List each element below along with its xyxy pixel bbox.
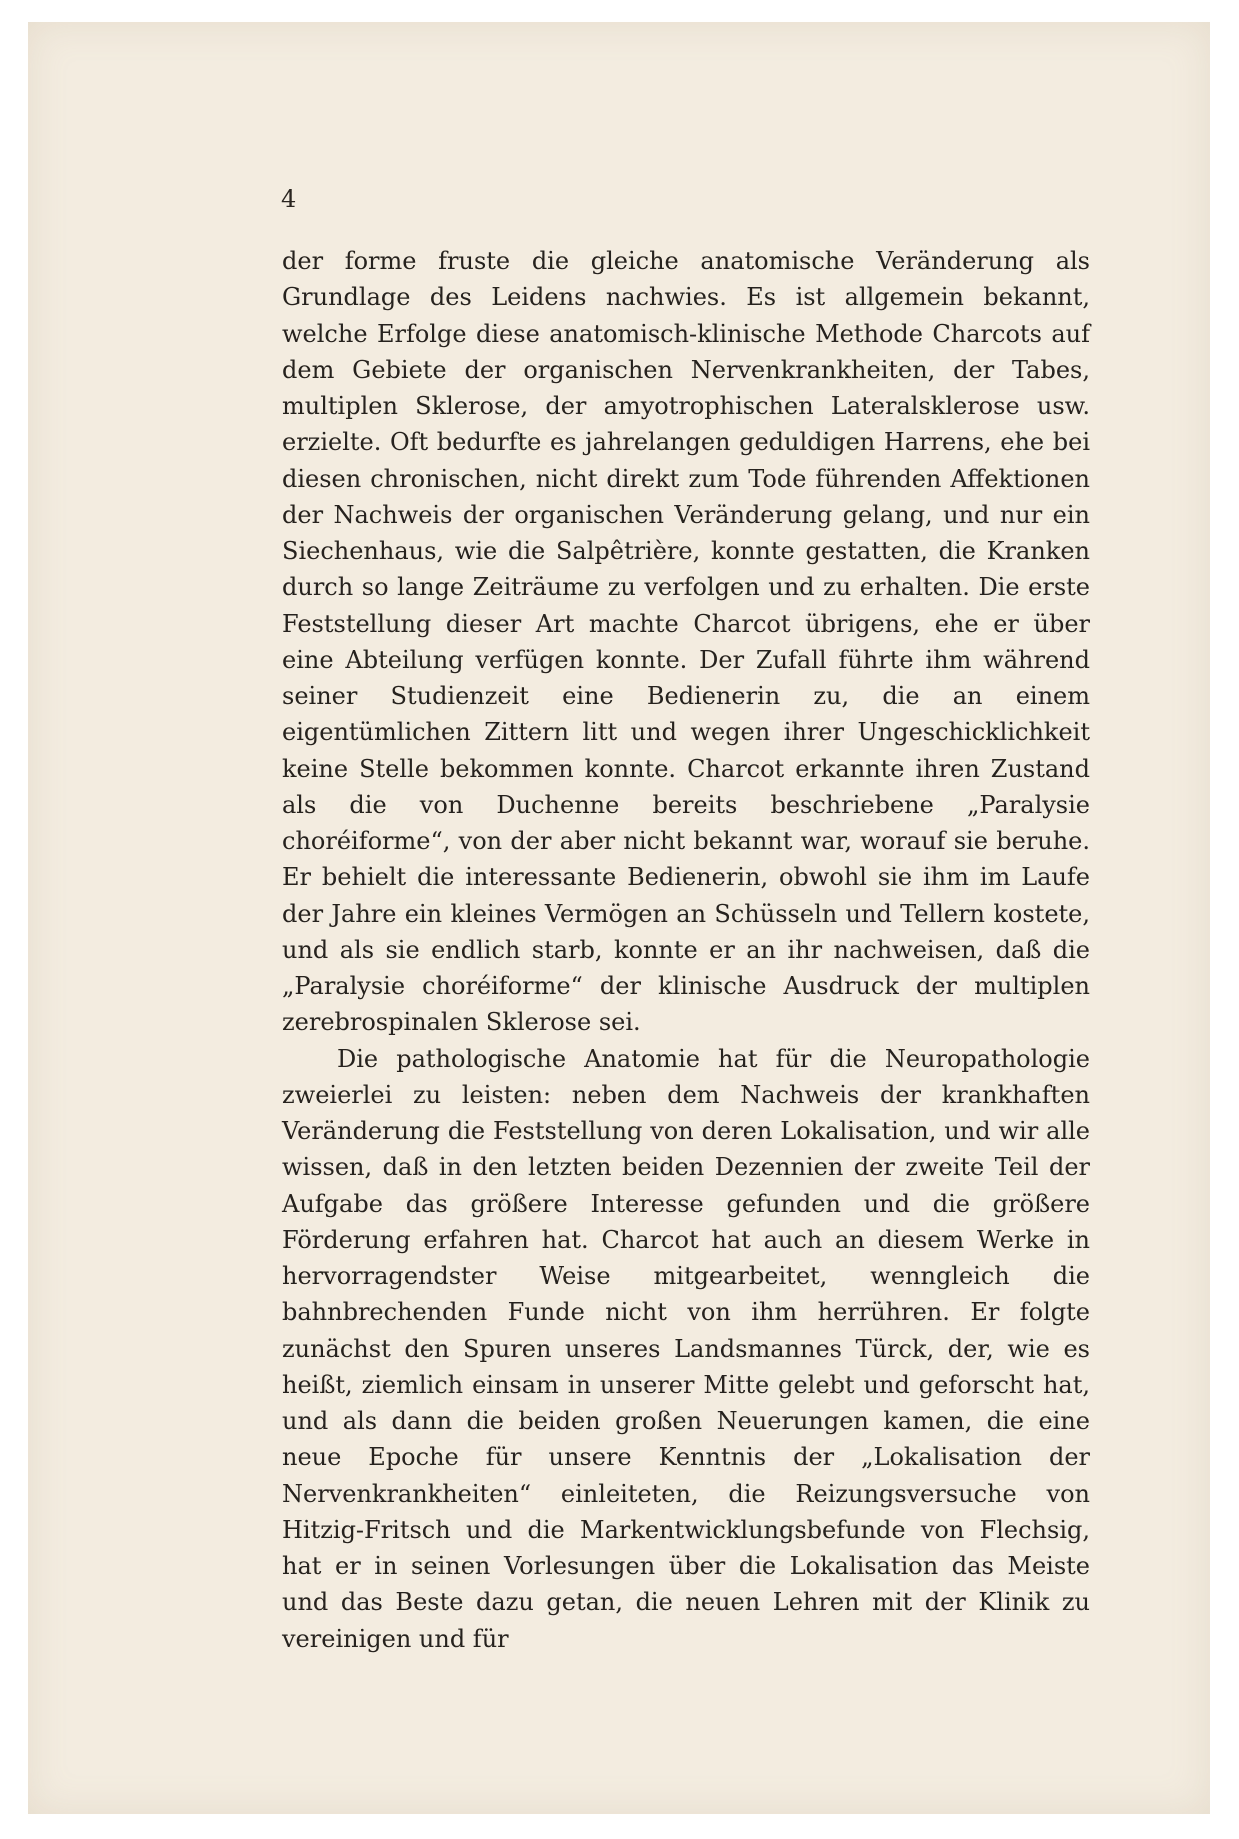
paragraph: Die pathologische Anatomie hat für die Neuropathologie zweierlei zu leisten: neben dem Nachweis der krankhaften Veränderung die Feststellung von deren Lokalisation, und wir alle wissen, daß in den letzten beiden Dezennien der zweite Teil der Aufgabe das größere Interesse gefunden und die größere Förderung erfahren hat. Charcot hat auch an diesem Werke in hervorragendster Weise mitgearbeitet, wenngleich die bahnbrechenden Funde nicht von ihm herrühren. Er folgte zunächst den Spuren unseres Landsmannes Türck, der, wie es heißt, ziemlich einsam in unserer Mitte gelebt und geforscht hat, und als dann die beiden großen Neuerungen kamen, die eine neue Epoche für unsere Kenntnis der „Lokalisation der Nervenkrankheiten“ einleiteten, die Reizungsversuche von Hitzig-Fritsch und die Markentwicklungsbefunde von Flechsig, hat er in seinen Vorlesungen über die Lokalisation das Meiste und das Beste dazu getan, die neuen Lehren mit der Klinik zu vereinigen und für bbox=[282, 1044, 1090, 1653]
body-text bbox=[282, 243, 1090, 1657]
paragraph: der forme fruste die gleiche anatomische Veränderung als Grundlage des Leidens nachwies. Es ist allgemein bekannt, welche Erfolge diese anatomisch-klinische Methode Charcots auf dem Gebiete der organischen Nervenkrankheiten, der Tabes, multiplen Sklerose, der amyotrophischen Lateralsklerose usw. erzielte. Oft bedurfte es jahrelangen geduldigen Harrens, ehe bei diesen chronischen, nicht direkt zum Tode führenden Affektionen der Nachweis der organischen Veränderung gelang, und nur ein Siechenhaus, wie die Salpêtrière, konnte gestatten, die Kranken durch so lange Zeiträume zu verfolgen und zu erhalten. Die erste Feststellung dieser Art machte Charcot übrigens, ehe er über eine Abteilung verfügen konnte. Der Zufall führte ihm während seiner Studienzeit eine Bedienerin zu, die an einem eigentümlichen Zittern litt und wegen ihrer Ungeschicklichkeit keine Stelle bekommen konnte. Charcot erkannte ihren Zustand als die von Duchenne bereits beschriebene „Paralysie choréiforme“, von der aber nicht bekannt war, worauf sie beruhe. Er behielt die interessante Bedienerin, obwohl sie ihm im Laufe der Jahre ein kleines Vermögen an Schüsseln und Tellern kostete, und als sie endlich starb, konnte er an ihr nachweisen, daß die „Paralysie choréiforme“ der klinische Ausdruck der multiplen zerebrospinalen Sklerose sei. bbox=[282, 247, 1090, 1037]
page-number: 4 bbox=[281, 185, 297, 213]
